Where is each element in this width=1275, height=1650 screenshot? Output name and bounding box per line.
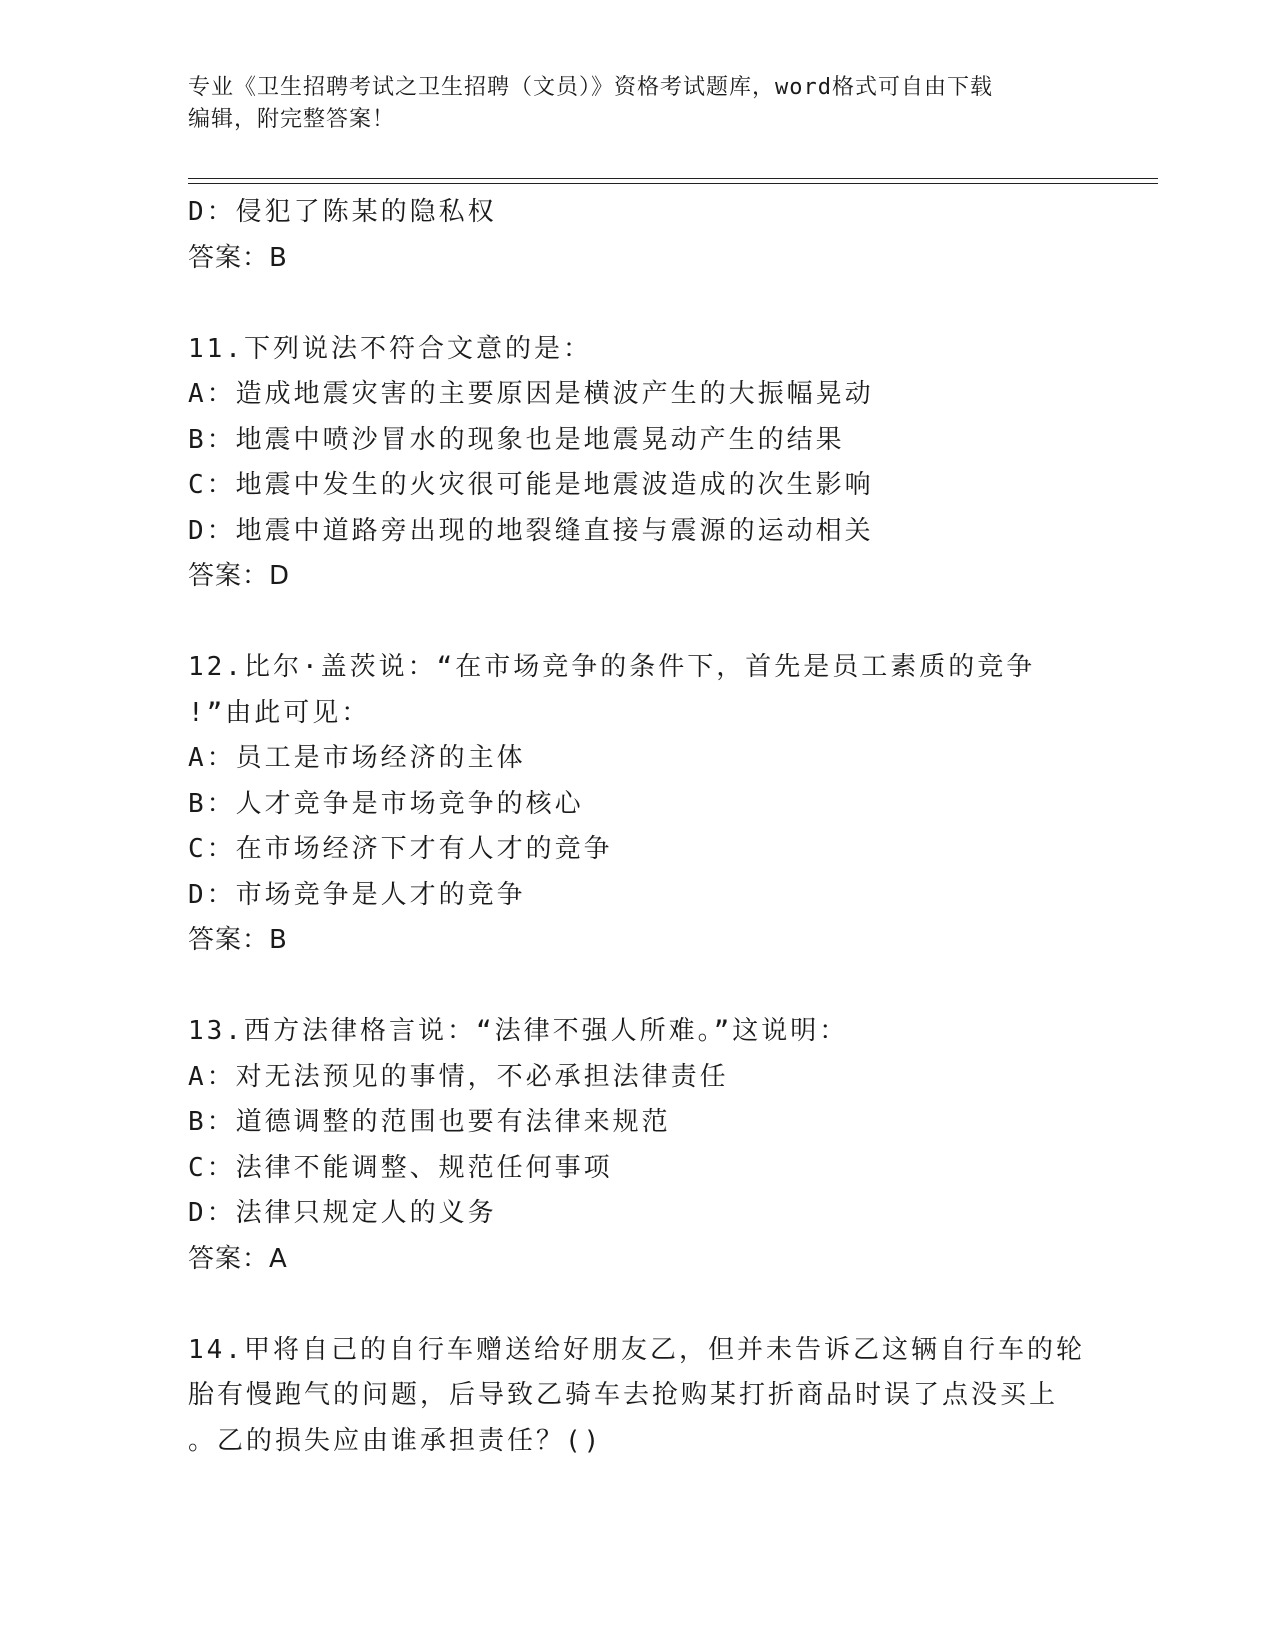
option-c: C：法律不能调整、规范任何事项: [188, 1152, 613, 1183]
option-a: A：造成地震灾害的主要原因是横波产生的大振幅晃动: [188, 379, 874, 409]
spacer: [188, 600, 1088, 646]
question-stem: 12.比尔·盖茨说：“在市场竞争的条件下，首先是员工素质的竞争: [188, 652, 1036, 682]
answer: 答案：D: [188, 561, 291, 591]
question-12: [188, 645, 1088, 964]
answer: 答案：B: [188, 242, 288, 273]
option-d: D：侵犯了陈某的隐私权: [188, 197, 497, 227]
header-divider-top: [188, 178, 1158, 179]
spacer: [188, 281, 1088, 327]
question-10: [188, 190, 1088, 281]
option-d: D：市场竞争是人才的竞争: [188, 879, 526, 910]
page-header: [188, 72, 1088, 136]
option-b: B：地震中喷沙冒水的现象也是地震晃动产生的结果: [188, 424, 845, 455]
question-stem: 14.甲将自己的自行车赠送给好朋友乙，但并未告诉乙这辆自行车的轮: [188, 1334, 1085, 1365]
question-stem: 11.下列说法不符合文意的是：: [188, 333, 592, 364]
option-a: A：对无法预见的事情，不必承担法律责任: [188, 1061, 729, 1092]
option-d: D：法律只规定人的义务: [188, 1198, 497, 1228]
option-a: A：员工是市场经济的主体: [188, 743, 526, 773]
spacer: [188, 1282, 1088, 1328]
header-divider-bottom: [188, 183, 1158, 184]
question-stem: 13.西方法律格言说：“法律不强人所难。”这说明：: [188, 1016, 849, 1046]
question-stem-continued: 。乙的损失应由谁承担责任？(): [188, 1425, 603, 1456]
option-c: C：地震中发生的火灾很可能是地震波造成的次生影响: [188, 470, 874, 500]
spacer: [188, 964, 1088, 1010]
question-14: [188, 1328, 1088, 1465]
option-d: D：地震中道路旁出现的地裂缝直接与震源的运动相关: [188, 515, 874, 546]
answer: 答案：A: [188, 1243, 288, 1274]
question-13: [188, 1009, 1088, 1282]
answer: 答案：B: [188, 925, 288, 955]
header-line-1: 专业《卫生招聘考试之卫生招聘（文员）》资格考试题库，word格式可自由下载: [188, 75, 993, 100]
question-11: [188, 327, 1088, 600]
question-stem-continued: 胎有慢跑气的问题，后导致乙骑车去抢购某打折商品时误了点没买上: [188, 1380, 1059, 1410]
option-b: B：道德调整的范围也要有法律来规范: [188, 1107, 671, 1137]
question-stem-continued: !”由此可见：: [188, 697, 371, 728]
header-line-2: 编辑，附完整答案！: [188, 107, 396, 132]
option-c: C：在市场经济下才有人才的竞争: [188, 834, 613, 864]
question-list: [188, 190, 1088, 1464]
option-b: B：人才竞争是市场竞争的核心: [188, 788, 584, 819]
